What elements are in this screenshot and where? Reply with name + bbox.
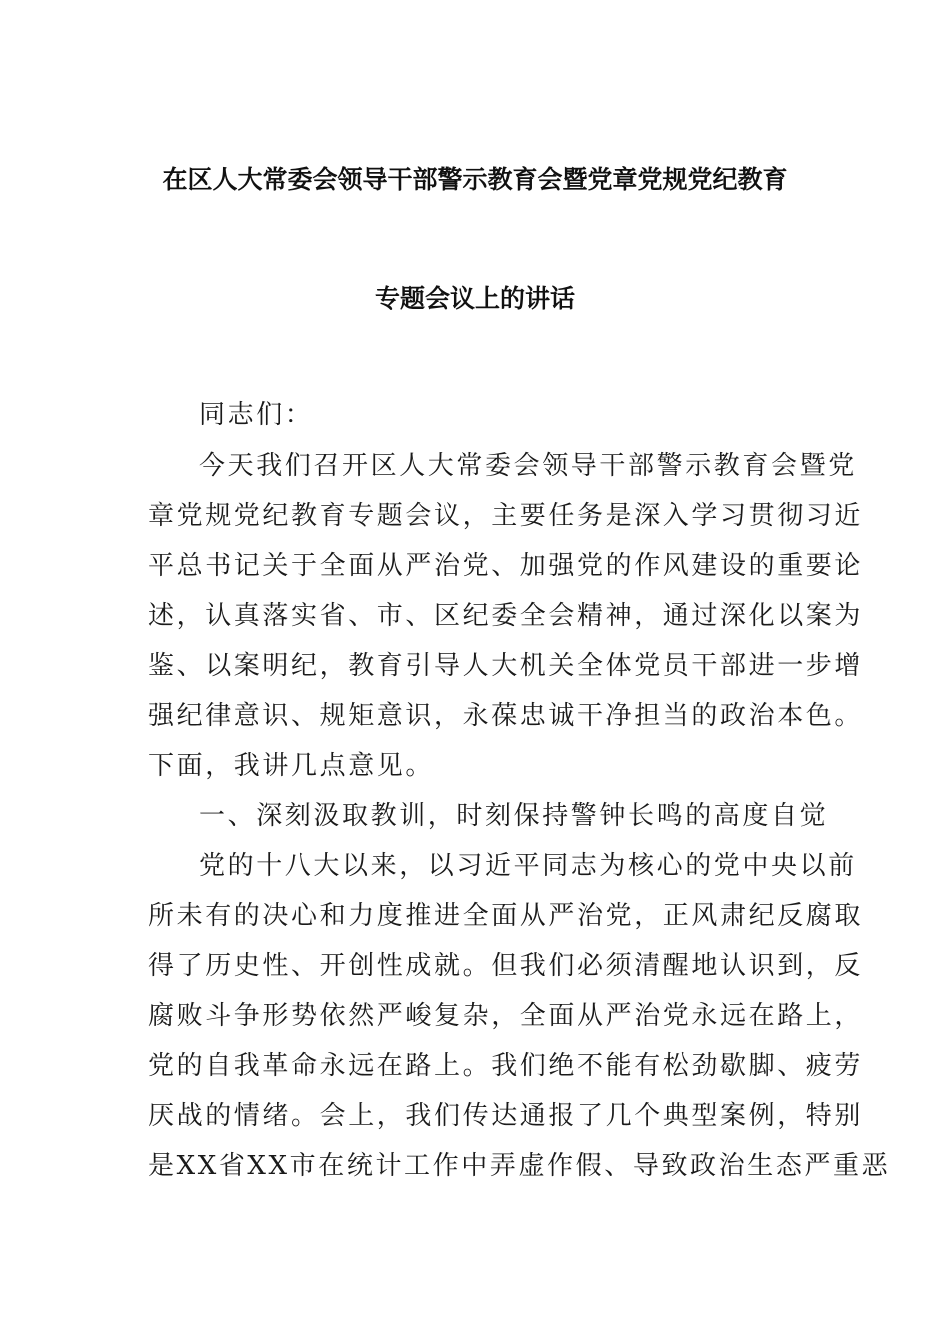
body-line: 党的自我革命永远在路上。我们绝不能有松劲歇脚、疲劳 [148,1051,864,1081]
body-line: 腐败斗争形势依然严峻复杂，全面从严治党永远在路上， [148,1001,864,1031]
body-line: 述，认真落实省、市、区纪委全会精神，通过深化以案为 [148,601,864,631]
section-heading: 一、深刻汲取教训，时刻保持警钟长鸣的高度自觉 [199,801,829,831]
body-line: 所未有的决心和力度推进全面从严治党，正风肃纪反腐取 [148,901,864,931]
salutation: 同志们： [199,400,314,430]
body-line: 是XX省XX市在统计工作中弄虚作假、导致政治生态严重恶 [148,1151,891,1181]
document-title-line-1: 在区人大常委会领导干部警示教育会暨党章党规党纪教育 [162,165,788,194]
document-title-line-2: 专题会议上的讲话 [374,284,575,313]
body-line: 强纪律意识、规矩意识，永葆忠诚干净担当的政治本色。 [148,701,864,731]
body-line: 下面，我讲几点意见。 [148,751,435,781]
body-line: 鉴、以案明纪，教育引导人大机关全体党员干部进一步增 [148,651,864,681]
body-line: 今天我们召开区人大常委会领导干部警示教育会暨党 [199,451,857,481]
body-line: 党的十八大以来，以习近平同志为核心的党中央以前 [199,851,857,881]
body-line: 得了历史性、开创性成就。但我们必须清醒地认识到，反 [148,951,864,981]
body-line: 章党规党纪教育专题会议，主要任务是深入学习贯彻习近 [148,501,864,531]
body-line: 平总书记关于全面从严治党、加强党的作风建设的重要论 [148,551,864,581]
body-line: 厌战的情绪。会上，我们传达通报了几个典型案例，特别 [148,1101,864,1131]
